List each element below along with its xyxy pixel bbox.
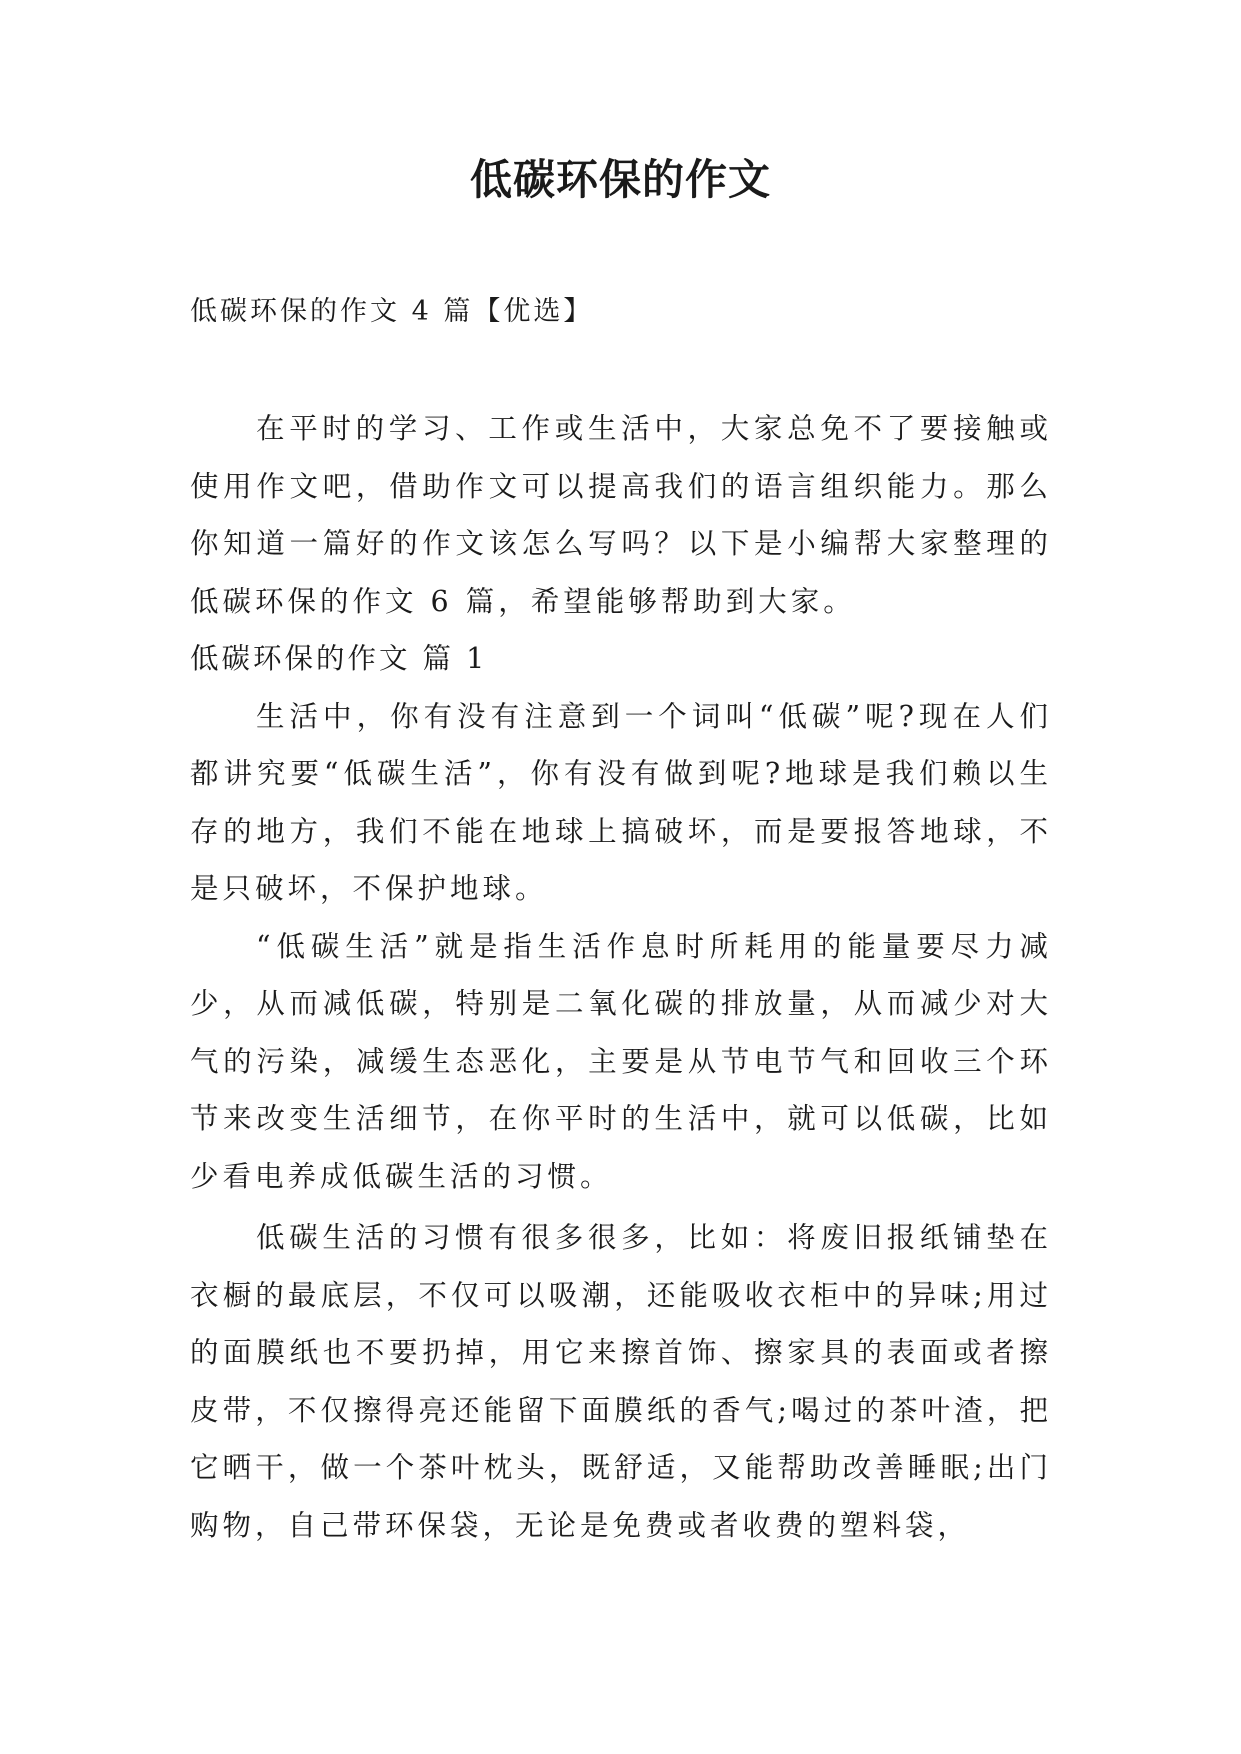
section-heading: 低碳环保的作文 篇 1: [190, 642, 488, 675]
body-paragraph: “低碳生活”就是指生活作息时所耗用的能量要尽力减少，从而减低碳，特别是二氧化碳的排放量，从而减少对大气的污染，减缓生态恶化，主要是从节电节气和回收三个环节来改变生活细节，在你平时的生活中，就可以低碳，比如少看电养成低碳生活的习惯。: [190, 929, 1052, 1193]
document-title: 低碳环保的作文: [469, 155, 771, 204]
body-paragraph: 生活中，你有没有注意到一个词叫“低碳”呢?现在人们都讲究要“低碳生活”，你有没有做到呢?地球是我们赖以生存的地方，我们不能在地球上搞破坏，而是要报答地球，不是只破坏，不保护地球。: [190, 699, 1052, 905]
intro-paragraph: 在平时的学习、工作或生活中，大家总免不了要接触或使用作文吧，借助作文可以提高我们的语言组织能力。那么你知道一篇好的作文该怎么写吗？以下是小编帮大家整理的低碳环保的作文 6 篇，希望能够帮助到大家。: [190, 412, 1052, 618]
document-body: [190, 400, 1052, 1554]
body-paragraph: 低碳生活的习惯有很多很多，比如：将废旧报纸铺垫在衣橱的最底层，不仅可以吸潮，还能吸收衣柜中的异味;用过的面膜纸也不要扔掉，用它来擦首饰、擦家具的表面或者擦皮带，不仅擦得亮还能留下面膜纸的香气;喝过的茶叶渣，把它晒干，做一个茶叶枕头，既舒适，又能帮助改善睡眠;出门购物，自己带环保袋，无论是免费或者收费的塑料袋，: [190, 1221, 1052, 1542]
document-subtitle: 低碳环保的作文 4 篇【优选】: [190, 296, 594, 327]
